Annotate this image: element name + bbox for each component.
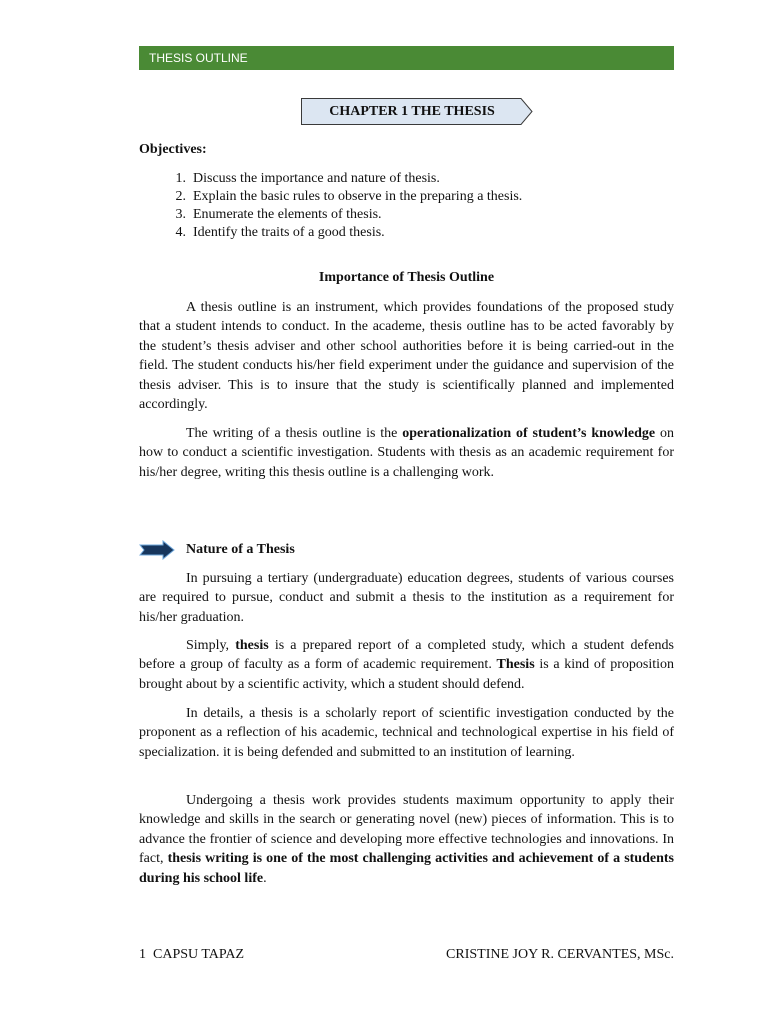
right-arrow-icon: [139, 540, 175, 560]
list-text: Discuss the importance and nature of thesis.: [193, 171, 440, 186]
footer-author: CRISTINE JOY R. CERVANTES, MSc.: [446, 947, 674, 962]
text-run: .: [263, 870, 267, 886]
bold-text-run: thesis: [235, 638, 269, 653]
text-run: on how to conduct a scientific investigation. Students with thesis as an academic requirement for his/her degree, writing this thesis outline is a challenging work.: [139, 426, 674, 480]
list-number: 1.: [175, 171, 186, 186]
footer-institution: CAPSU TAPAZ: [153, 947, 245, 962]
text-run: Simply,: [186, 638, 236, 653]
nature-paragraph-3: In details, a thesis is a scholarly report of scientific investigation conducted by the proponent as a reflection of his academic, technical and technological expertise in his field of specialization. it is being defended and submitted to an institution of learning.: [139, 706, 674, 760]
importance-paragraph-1: A thesis outline is an instrument, which provides foundations of the proposed study that a student intends to conduct. In the academe, thesis outline has to be acted favorably by the student’s thesis adviser and other school authorities before it is being carried-out in the field. The student conducts his/her field experiment under the guidance and supervision of the thesis adviser. This is to insure that the study is scientifically planned and implemented accordingly.: [139, 300, 674, 413]
list-number: 3.: [175, 207, 186, 222]
objectives-list: [139, 170, 522, 242]
nature-heading-row: [139, 540, 295, 560]
text-run: is a prepared report of a completed study, which a student defends before a group of faculty as a form of academic requirement.: [139, 638, 674, 673]
bold-text-run: thesis writing is one of the most challenging activities and achievement of a students during his school life: [139, 851, 674, 886]
text-run: The writing of a thesis outline is the: [186, 426, 403, 441]
chapter-title-box: [301, 98, 533, 125]
text-run: is a kind of proposition brought about by a scientific activity, which a student should defend.: [139, 657, 674, 692]
objectives-label: Objectives:: [139, 142, 207, 157]
list-number: 2.: [175, 189, 186, 204]
list-text: Identify the traits of a good thesis.: [193, 225, 385, 240]
nature-heading: Nature of a Thesis: [186, 542, 295, 557]
bold-text-run: operationalization of student’s knowledge: [402, 426, 656, 441]
nature-paragraph-2: [139, 636, 674, 694]
bold-text-run: Thesis: [496, 657, 535, 673]
list-item: [139, 224, 522, 242]
list-number: 4.: [175, 225, 186, 240]
header-bar: [139, 46, 674, 70]
importance-heading: Importance of Thesis Outline: [318, 270, 495, 285]
list-text: Explain the basic rules to observe in the preparing a thesis.: [193, 189, 523, 204]
list-text: Enumerate the elements of thesis.: [193, 207, 382, 222]
chapter-title: CHAPTER 1 THE THESIS: [329, 104, 495, 119]
text-run: Undergoing a thesis work provides students maximum opportunity to apply their knowledge and skills in the search or generating novel (new) pieces of information. This is to advance the frontier of science and developing more effective technologies and innovations. In fact,: [139, 793, 674, 867]
importance-paragraph-2: [139, 424, 674, 482]
nature-paragraph-1: In pursuing a tertiary (undergraduate) education degrees, students of various courses are required to pursue, conduct and submit a thesis to the institution as a requirement for his/her graduation.: [139, 571, 674, 625]
list-item: [139, 170, 522, 188]
footer-left: [139, 947, 244, 963]
list-item: [139, 188, 522, 206]
header-label: THESIS OUTLINE: [149, 51, 248, 65]
nature-paragraph-4: [139, 791, 674, 888]
list-item: [139, 206, 522, 224]
page-number: 1: [139, 947, 146, 962]
